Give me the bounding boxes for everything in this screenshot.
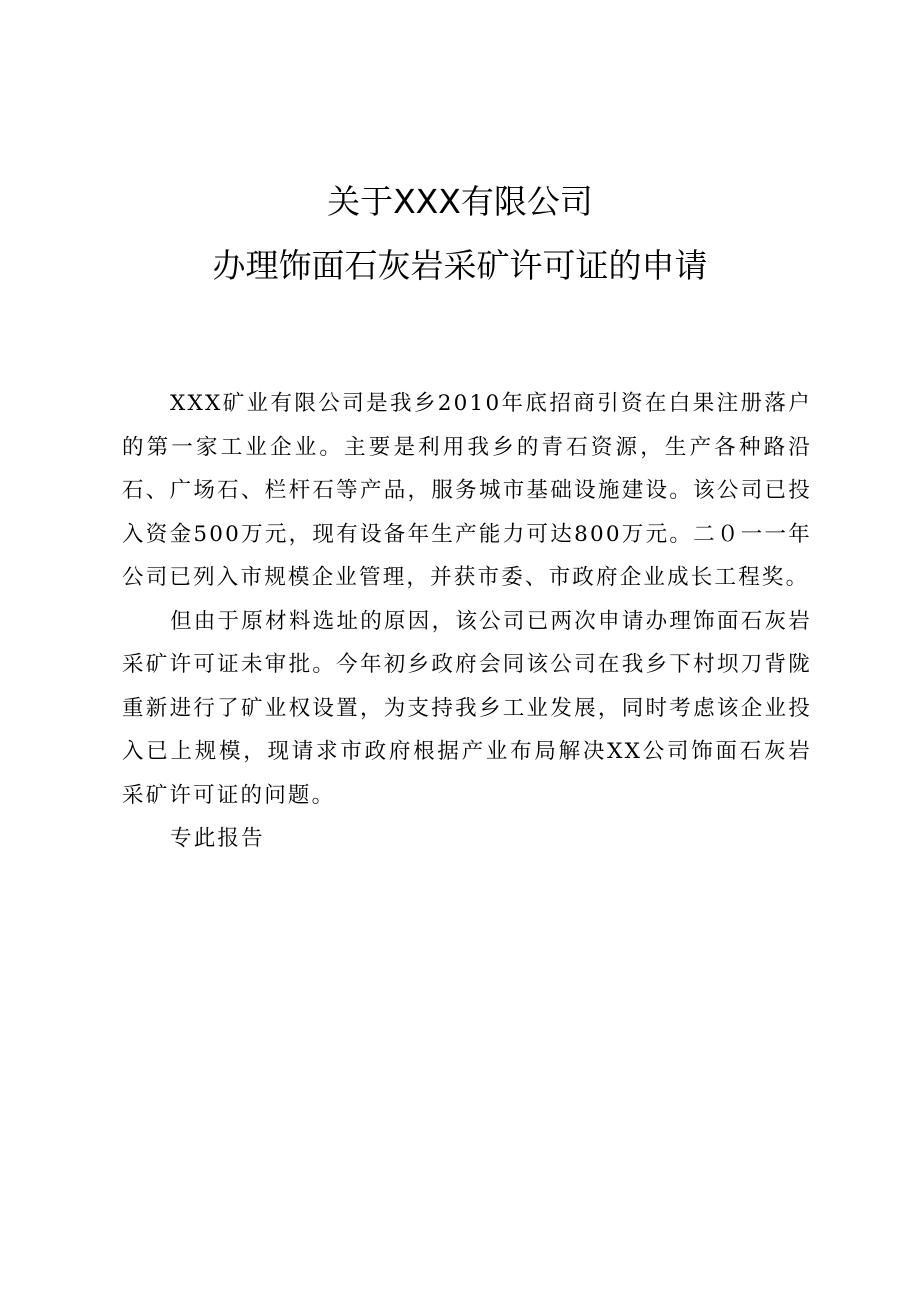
title-line-1: 关于XXX有限公司 bbox=[327, 182, 593, 221]
document-title bbox=[0, 170, 920, 298]
body-paragraph-1: XXX矿业有限公司是我乡2010年底招商引资在白果注册落户的第一家工业企业。主要是利用我乡的青石资源，生产各种路沿石、广场石、栏杆石等产品，服务城市基础设施建设。该公司已投入资金500万元，现有设备年生产能力可达800万元。二０一一年公司已列入市规模企业管理，并获市委、市政府企业成长工程奖。 bbox=[122, 391, 812, 590]
body-paragraph-2: 但由于原材料选址的原因，该公司已两次申请办理饰面石灰岩采矿许可证未审批。今年初乡政府会同该公司在我乡下村坝刀背陇重新进行了矿业权设置，为支持我乡工业发展，同时考虑该企业投入已上规模，现请求市政府根据产业布局解决XX公司饰面石灰岩采矿许可证的问题。 bbox=[122, 608, 812, 808]
document-body bbox=[122, 382, 812, 861]
closing-text: 专此报告 bbox=[170, 826, 265, 851]
title-line-2: 办理饰面石灰岩采矿许可证的申请 bbox=[212, 246, 708, 285]
